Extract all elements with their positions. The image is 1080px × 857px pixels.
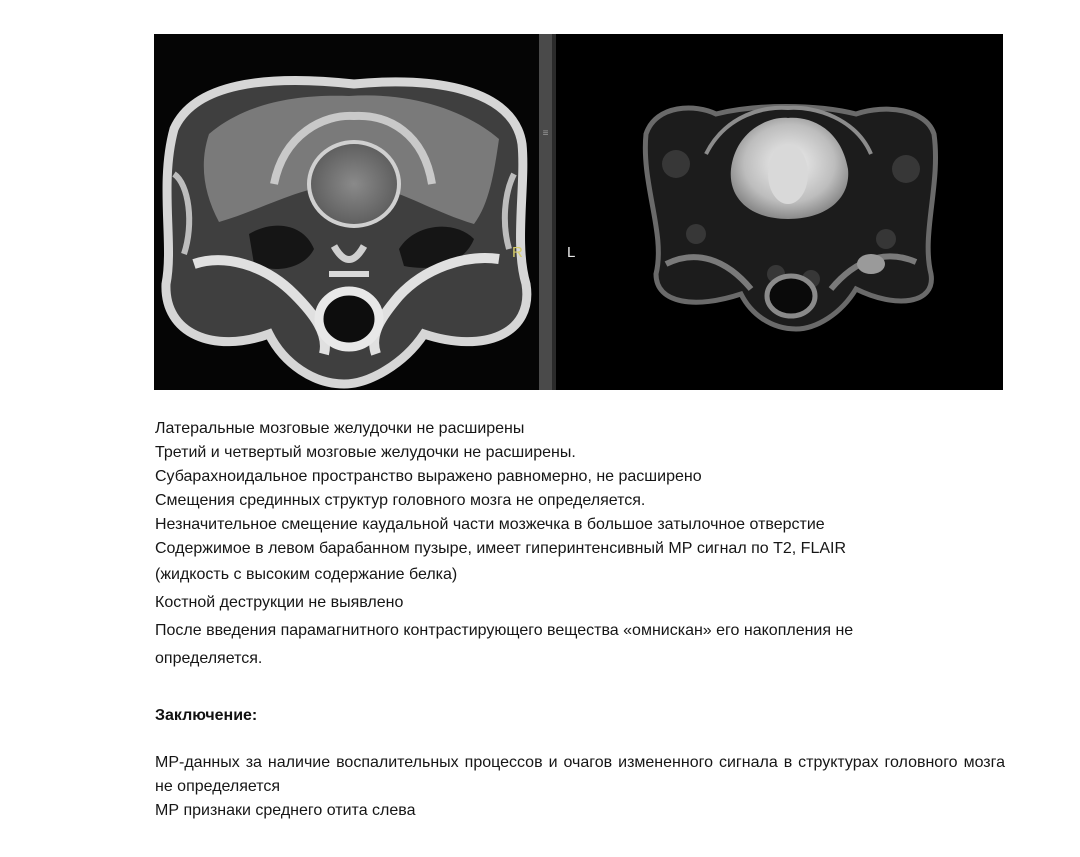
finding-line: Костной деструкции не выявлено — [155, 594, 404, 611]
mri-image-panel — [154, 34, 1003, 390]
conclusion-section — [155, 751, 1005, 823]
finding-line: Третий и четвертый мозговые желудочки не расширены. — [155, 444, 576, 461]
grip-lines-icon: ≡ — [542, 128, 549, 139]
finding-line: Субарахноидальное пространство выражено равномерно, не расширено — [155, 468, 702, 485]
orientation-label-right: R — [512, 244, 523, 261]
viewer-splitter[interactable] — [539, 34, 556, 390]
mri-t2-scan-drawing — [556, 34, 1003, 390]
mri-t1-axial-image — [154, 34, 539, 390]
mri-t2-axial-image — [556, 34, 1003, 390]
finding-line: Незначительное смещение каудальной части мозжечка в большое затылочное отверстие — [155, 516, 825, 533]
finding-line: Смещения срединных структур головного мозга не определяется. — [155, 492, 646, 509]
finding-line: Содержимое в левом барабанном пузыре, имеет гиперинтенсивный МР сигнал по Т2, FLAIR — [155, 540, 847, 557]
mri-t1-scan-drawing — [154, 34, 539, 390]
conclusion-line: МР признаки среднего отита слева — [155, 802, 416, 819]
conclusion-heading: Заключение: — [155, 707, 258, 724]
findings-section — [155, 417, 1005, 673]
finding-line: определяется. — [155, 650, 263, 667]
finding-line: После введения парамагнитного контрастирующего вещества «омнискан» его накопления не — [155, 622, 854, 639]
conclusion-line: МР-данных за наличие воспалительных процессов и очагов измененного сигнала в структурах головного мозга не определяется — [155, 754, 1005, 795]
orientation-label-left: L — [567, 244, 576, 261]
finding-line: Латеральные мозговые желудочки не расширены — [155, 420, 525, 437]
finding-line: (жидкость с высоким содержание белка) — [155, 566, 458, 583]
splitter-handle[interactable] — [539, 34, 552, 390]
